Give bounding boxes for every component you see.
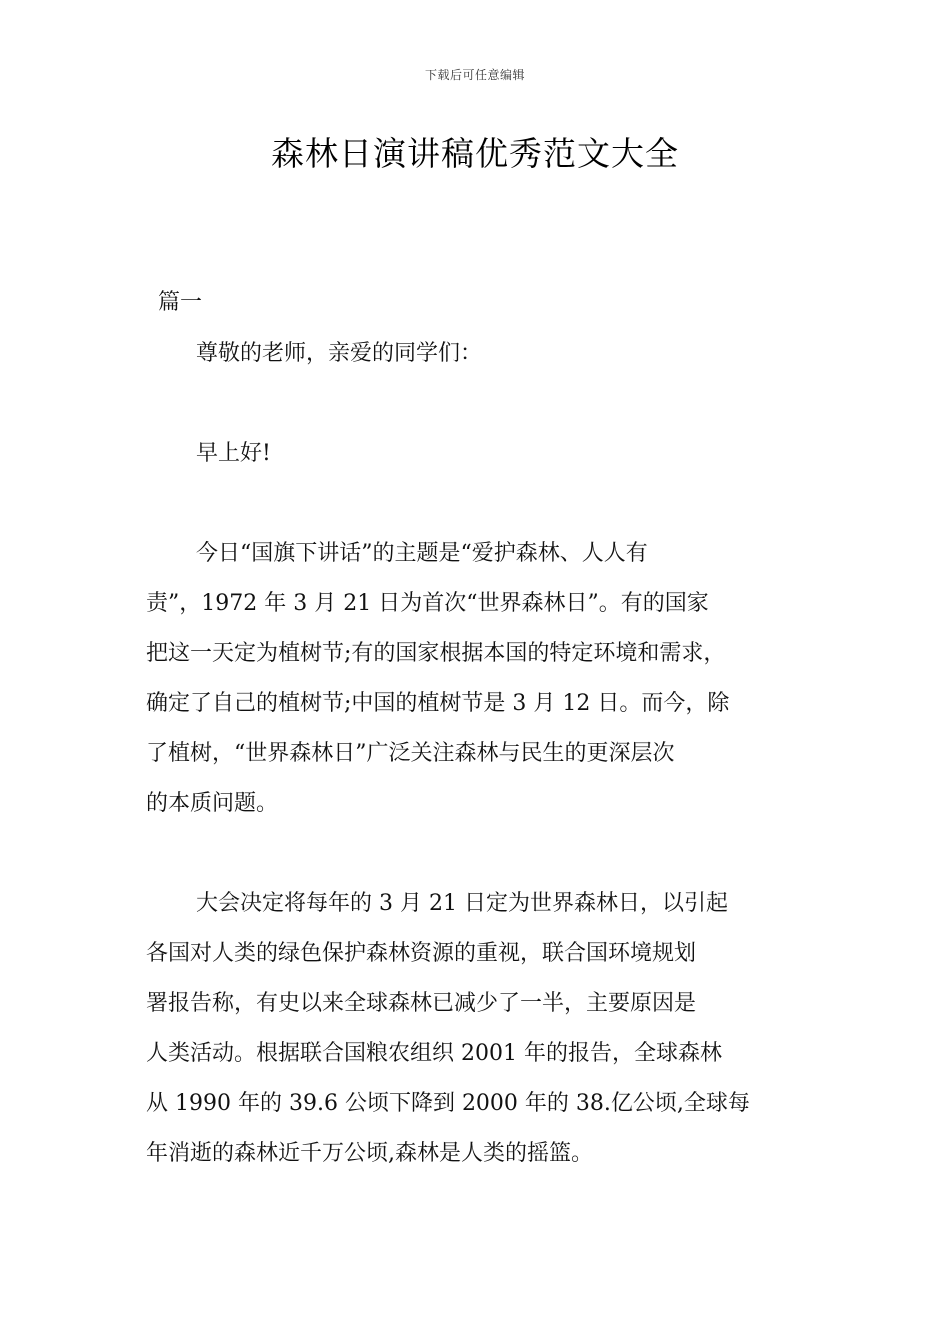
header-note: 下载后可任意编辑 — [424, 68, 525, 82]
paragraph2-line: 署报告称，有史以来全球森林已减少了一半，主要原因是 — [146, 991, 697, 1016]
salutation-line: 早上好! — [196, 441, 271, 466]
greeting-line: 尊敬的老师，亲爱的同学们： — [196, 341, 483, 366]
document-title: 森林日演讲稿优秀范文大全 — [271, 134, 679, 173]
paragraph1-line: 的本质问题。 — [146, 791, 279, 816]
paragraph2-line: 各国对人类的绿色保护森林资源的重视，联合国环境规划 — [146, 941, 697, 966]
paragraph1-line: 把这一天定为植树节;有的国家根据本国的特定环境和需求， — [146, 641, 726, 666]
paragraph2-line: 年消逝的森林近千万公顷,森林是人类的摇篮。 — [146, 1141, 593, 1166]
paragraph1-line: 了植树，“世界森林日”广泛关注森林与民生的更深层次 — [146, 741, 675, 766]
section-label: 篇一 — [158, 290, 203, 315]
paragraph1-line: 责”，1972 年 3 月 21 日为首次“世界森林日”。有的国家 — [146, 591, 709, 616]
paragraph2-line: 从 1990 年的 39.6 公顷下降到 2000 年的 38.亿公顷,全球每 — [146, 1091, 750, 1116]
paragraph1-line: 确定了自己的植树节;中国的植树节是 3 月 12 日。而今，除 — [146, 691, 730, 716]
paragraph2-line: 人类活动。根据联合国粮农组织 2001 年的报告，全球森林 — [146, 1041, 722, 1066]
paragraph2-line: 大会决定将每年的 3 月 21 日定为世界森林日，以引起 — [196, 891, 728, 916]
paragraph1-line: 今日“国旗下讲话”的主题是“爱护森林、人人有 — [196, 541, 648, 566]
